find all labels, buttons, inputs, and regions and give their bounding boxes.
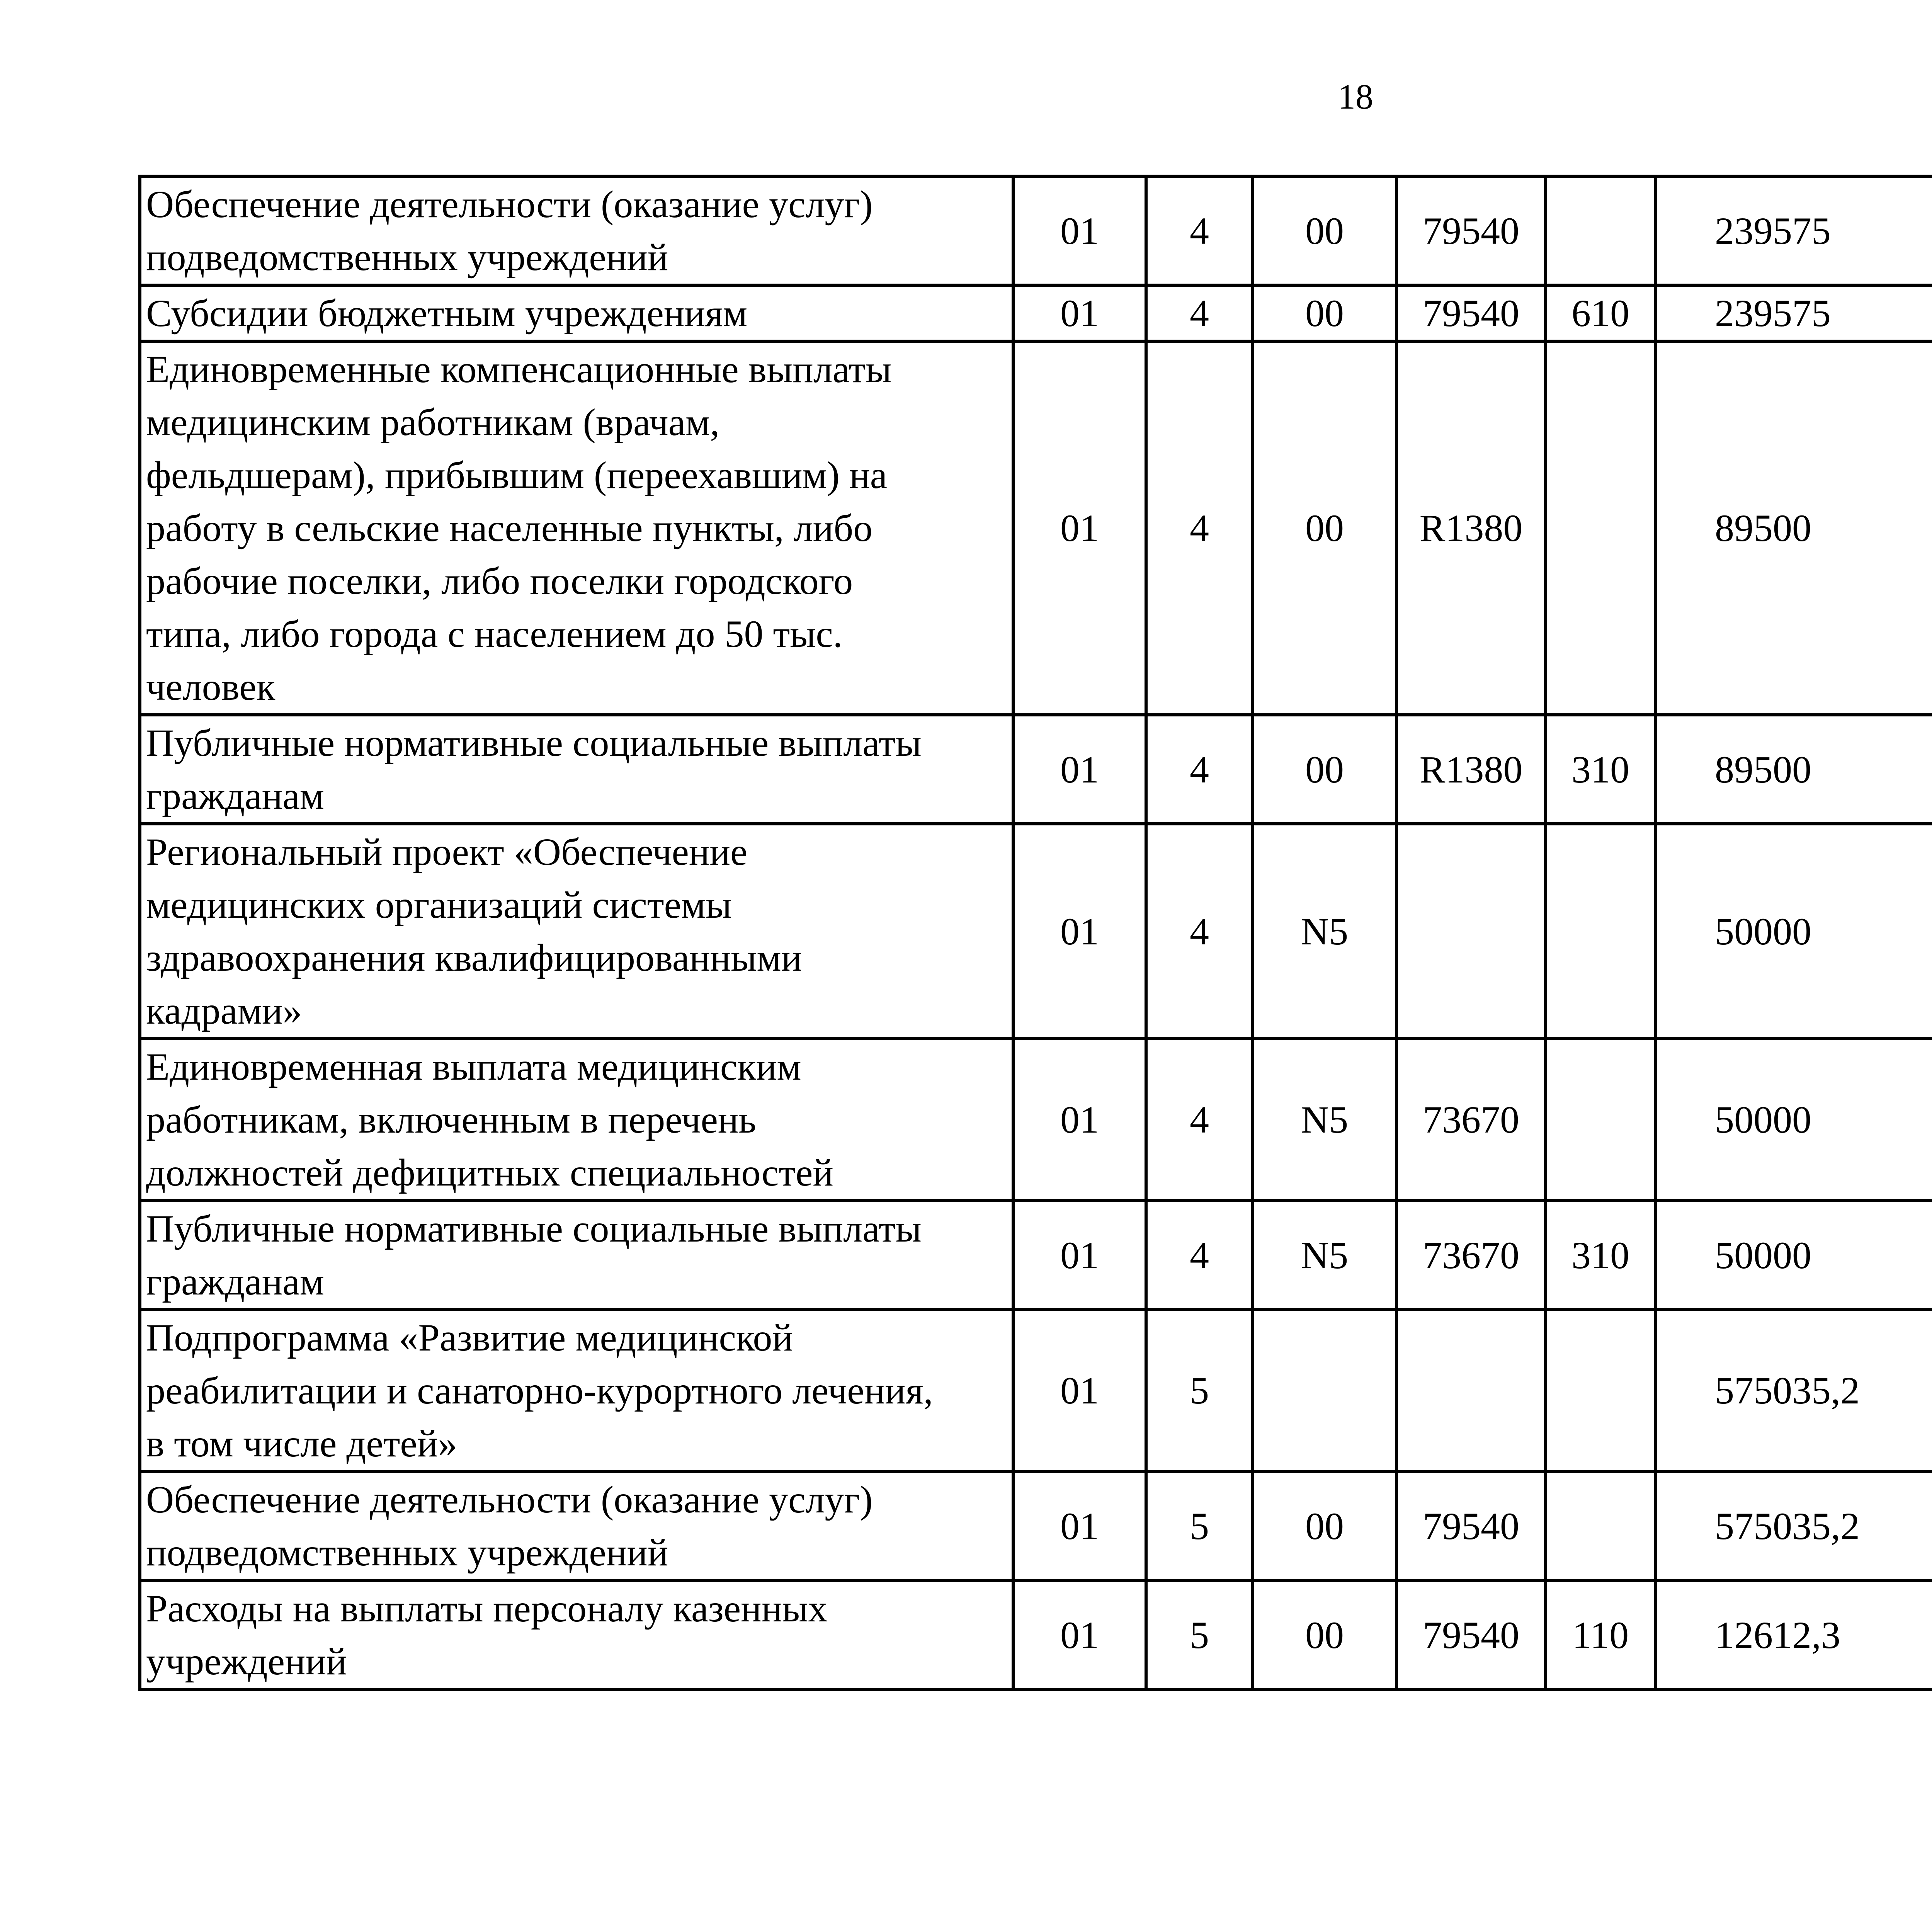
page-number: 18 <box>1338 77 1373 116</box>
row-name-line: рабочие поселки, либо поселки городского <box>146 560 853 602</box>
subprogram-cell: 4 <box>1146 1201 1253 1310</box>
table-row <box>140 715 1932 824</box>
row-name-line: в том числе детей» <box>146 1422 457 1465</box>
program-cell: 01 <box>1013 1580 1146 1689</box>
row-name-line: Региональный проект «Обеспечение <box>146 830 748 873</box>
direction-cell: N5 <box>1253 1039 1396 1201</box>
expense-type-cell <box>1546 1471 1655 1580</box>
subprogram-cell: 5 <box>1146 1471 1253 1580</box>
table-row <box>140 824 1932 1039</box>
row-name-line: работу в сельские населенные пункты, либо <box>146 507 873 549</box>
table-row <box>140 176 1932 285</box>
row-name-cell <box>140 1310 1013 1471</box>
program-cell: 01 <box>1013 285 1146 341</box>
program-cell: 01 <box>1013 1201 1146 1310</box>
row-name-line: человек <box>146 665 276 708</box>
row-name-line: фельдшерам), прибывшим (переехавшим) на <box>146 454 887 497</box>
direction-cell: 00 <box>1253 1471 1396 1580</box>
row-name-line: реабилитации и санаторно-курортного лечения, <box>146 1369 933 1412</box>
program-cell: 01 <box>1013 1039 1146 1201</box>
amount-year1-cell: 239575 <box>1655 176 1932 285</box>
budget-table <box>138 175 1932 1691</box>
program-cell: 01 <box>1013 1471 1146 1580</box>
row-name-line: здравоохранения квалифицированными <box>146 936 802 979</box>
target-code-cell: R1380 <box>1396 715 1546 824</box>
target-code-cell: 73670 <box>1396 1039 1546 1201</box>
expense-type-cell: 310 <box>1546 715 1655 824</box>
table-row <box>140 1580 1932 1689</box>
subprogram-cell: 4 <box>1146 341 1253 715</box>
row-name-line: типа, либо города с населением до 50 тыс. <box>146 612 843 655</box>
direction-cell: 00 <box>1253 176 1396 285</box>
direction-cell: N5 <box>1253 1201 1396 1310</box>
direction-cell: 00 <box>1253 1580 1396 1689</box>
amount-year1-cell: 89500 <box>1655 715 1932 824</box>
amount-year1-cell: 89500 <box>1655 341 1932 715</box>
row-name-cell <box>140 824 1013 1039</box>
direction-cell: 00 <box>1253 715 1396 824</box>
direction-cell: N5 <box>1253 824 1396 1039</box>
target-code-cell: 79540 <box>1396 176 1546 285</box>
row-name-line: Единовременная выплата медицинским <box>146 1045 801 1088</box>
subprogram-cell: 5 <box>1146 1310 1253 1471</box>
direction-cell: 00 <box>1253 341 1396 715</box>
row-name-line: Публичные нормативные социальные выплаты <box>146 1207 922 1250</box>
amount-year1-cell: 50000 <box>1655 1201 1932 1310</box>
target-code-cell: R1380 <box>1396 341 1546 715</box>
row-name-line: учреждений <box>146 1640 347 1683</box>
subprogram-cell: 5 <box>1146 1580 1253 1689</box>
table-row <box>140 1471 1932 1580</box>
row-name-cell <box>140 715 1013 824</box>
expense-type-cell <box>1546 176 1655 285</box>
amount-year1-cell: 239575 <box>1655 285 1932 341</box>
row-name-cell <box>140 285 1013 341</box>
amount-year1-cell: 575035,2 <box>1655 1310 1932 1471</box>
subprogram-cell: 4 <box>1146 1039 1253 1201</box>
target-code-cell: 73670 <box>1396 1201 1546 1310</box>
row-name-cell <box>140 341 1013 715</box>
target-code-cell: 79540 <box>1396 285 1546 341</box>
amount-year1-cell: 50000 <box>1655 824 1932 1039</box>
row-name-cell <box>140 1580 1013 1689</box>
target-code-cell: 79540 <box>1396 1580 1546 1689</box>
expense-type-cell <box>1546 824 1655 1039</box>
subprogram-cell: 4 <box>1146 285 1253 341</box>
row-name-line: кадрами» <box>146 989 302 1032</box>
row-name-line: должностей дефицитных специальностей <box>146 1151 833 1194</box>
expense-type-cell <box>1546 1310 1655 1471</box>
amount-year1-cell: 12612,3 <box>1655 1580 1932 1689</box>
table-row <box>140 1039 1932 1201</box>
row-name-line: медицинским работникам (врачам, <box>146 401 720 444</box>
row-name-line: подведомственных учреждений <box>146 236 668 279</box>
row-name-line: Единовременные компенсационные выплаты <box>146 348 892 391</box>
row-name-line: Обеспечение деятельности (оказание услуг) <box>146 1478 873 1521</box>
row-name-line: Публичные нормативные социальные выплаты <box>146 721 922 764</box>
target-code-cell <box>1396 1310 1546 1471</box>
subprogram-cell: 4 <box>1146 176 1253 285</box>
direction-cell: 00 <box>1253 285 1396 341</box>
expense-type-cell: 610 <box>1546 285 1655 341</box>
amount-year1-cell: 50000 <box>1655 1039 1932 1201</box>
program-cell: 01 <box>1013 1310 1146 1471</box>
program-cell: 01 <box>1013 341 1146 715</box>
table-row <box>140 1310 1932 1471</box>
program-cell: 01 <box>1013 176 1146 285</box>
table-row <box>140 285 1932 341</box>
row-name-cell <box>140 1471 1013 1580</box>
row-name-line: гражданам <box>146 1260 324 1303</box>
row-name-line: Обеспечение деятельности (оказание услуг) <box>146 183 873 226</box>
row-name-cell <box>140 1201 1013 1310</box>
subprogram-cell: 4 <box>1146 824 1253 1039</box>
amount-year1-cell: 575035,2 <box>1655 1471 1932 1580</box>
program-cell: 01 <box>1013 824 1146 1039</box>
table-row <box>140 1201 1932 1310</box>
row-name-line: Подпрограмма «Развитие медицинской <box>146 1316 793 1359</box>
table-body <box>140 176 1932 1689</box>
expense-type-cell <box>1546 341 1655 715</box>
subprogram-cell: 4 <box>1146 715 1253 824</box>
expense-type-cell <box>1546 1039 1655 1201</box>
row-name-line: Субсидии бюджетным учреждениям <box>146 292 748 335</box>
row-name-line: медицинских организаций системы <box>146 883 732 926</box>
row-name-line: Расходы на выплаты персоналу казенных <box>146 1587 828 1630</box>
row-name-line: подведомственных учреждений <box>146 1531 668 1574</box>
row-name-line: работникам, включенным в перечень <box>146 1098 757 1141</box>
table-row <box>140 341 1932 715</box>
target-code-cell: 79540 <box>1396 1471 1546 1580</box>
expense-type-cell: 310 <box>1546 1201 1655 1310</box>
row-name-cell <box>140 1039 1013 1201</box>
target-code-cell <box>1396 824 1546 1039</box>
row-name-cell <box>140 176 1013 285</box>
row-name-line: гражданам <box>146 774 324 817</box>
direction-cell <box>1253 1310 1396 1471</box>
program-cell: 01 <box>1013 715 1146 824</box>
expense-type-cell: 110 <box>1546 1580 1655 1689</box>
